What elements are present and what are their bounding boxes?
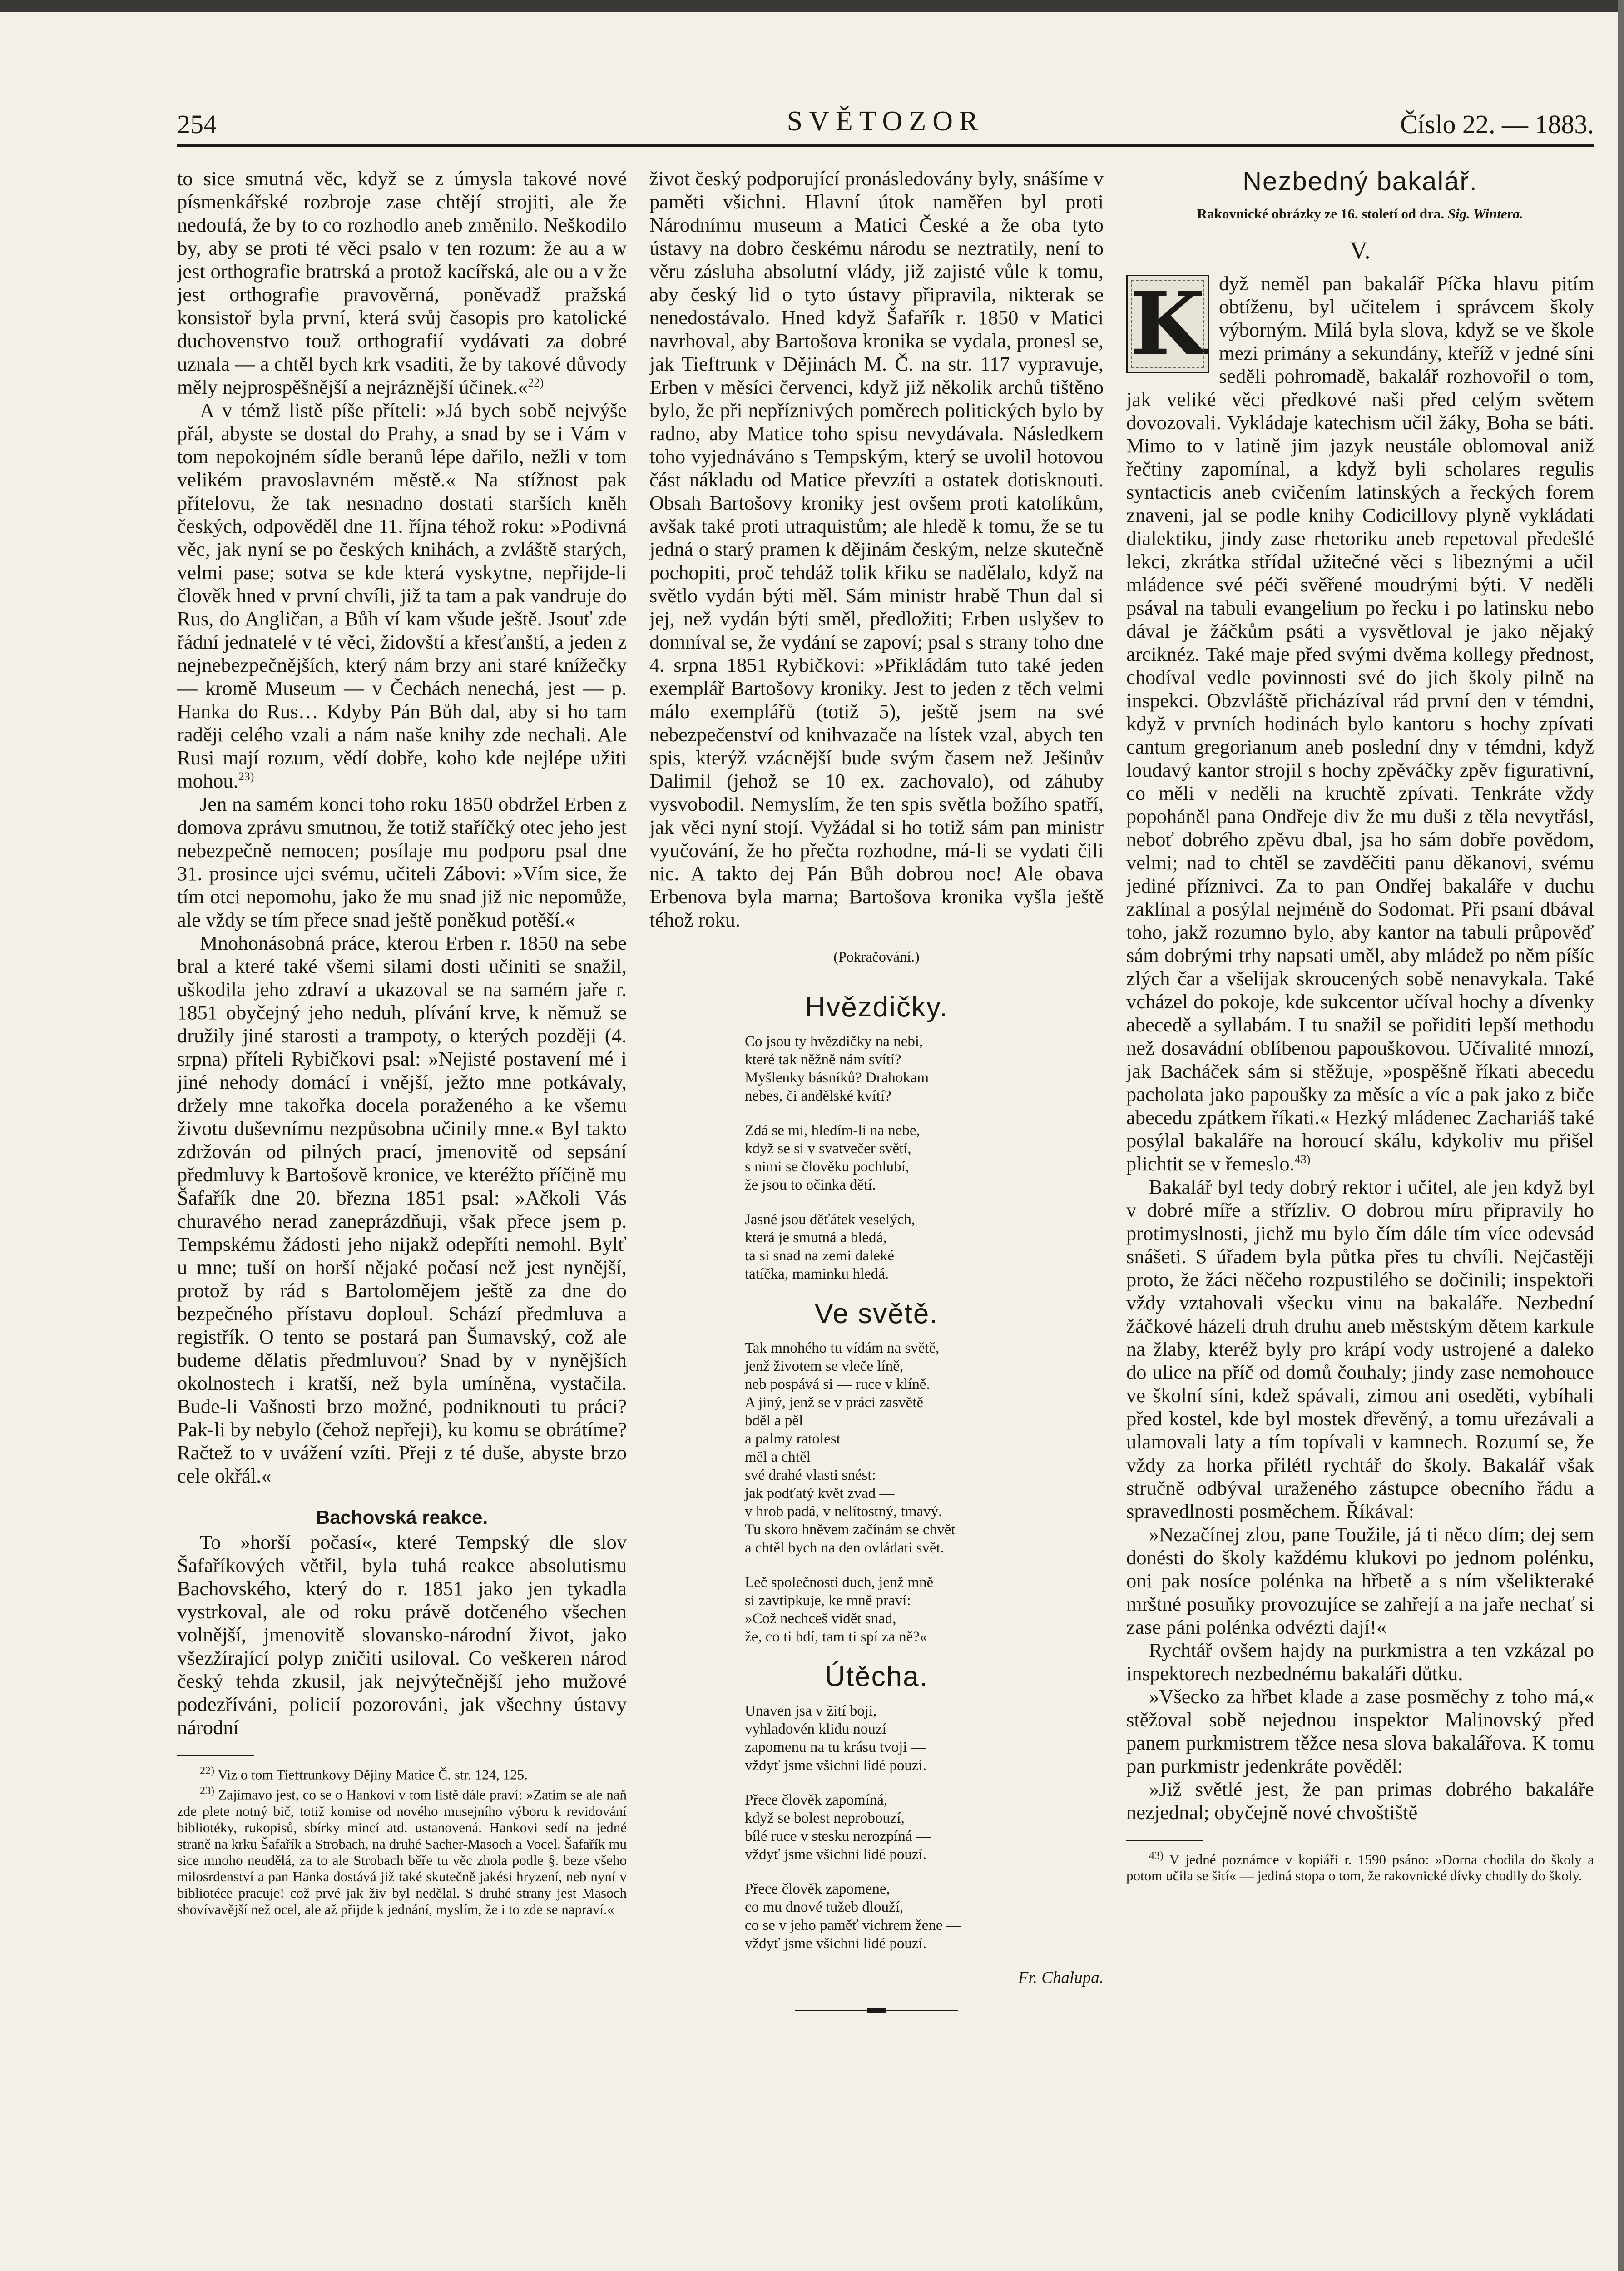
article-paragraph: »Nezačínej zlou, pane Toužile, já ti něco dím; dej sem donésti do školy každému klukovi po jednom polénku, oni pak nosíce polénka na hřbetě a s ním všelikteraké mrštné posuňky provozujíce se zahřejí a na jaře nechať si zase páni polénka odvézti dají!« [1126,1523,1594,1638]
article-paragraph: Rychtář ovšem hajdy na purkmistra a ten vzkázal po inspektorech nezbednému bakaláři důtku. [1126,1639,1594,1685]
article-paragraph: To »horší počasí«, které Tempský dle slov Šafaříkových větřil, byla tuhá reakce absolutismu Bachovského, který do r. 1851 jako jen tykadla vystrkoval, ale od roku právě dotčeného všechen volnější, jmenovitě slovansko-národní život, jako všezžírající polyp zničiti usiloval. Co veškeren národ český tehda zkusil, jak nejvýtečnější jeho mužové podezříváni, policií pozorováni, jak všechny ústavy národní [177,1531,627,1739]
poem-line: Myšlenky básníků? Drahokam [745,1070,929,1086]
article-paragraph: »Již světlé jest, že pan primas dobrého bakaláře nezjednal; obyčejně nové chvoštiště [1126,1778,1594,1824]
scan-right-edge [1618,0,1624,2271]
poem-body [745,1339,1104,1646]
article-paragraph: to sice smutná věc, když se z úmysla takové nové písmenkářské rozbroje zase chtějí strojiti, ale že nedoufá, že by to co rozhodlo aneb změnilo. Neškodilo by, aby se proti té věci psalo v ten rozum: že au a w jest orthografie bratrská a protož kacířská, ale ou a v že jest orthografie pravověrná, poněvadž pražská konsistoř byla první, která svůj časopis pro katolické duchovenstvo touž orthografií vydávati za dobré uznala — a chtěl bych krk vsaditi, že by takové důvody měly nejprospěšnější a nejráznější účinek.«$^{22)}$ [177,167,627,398]
poem-line: bděl a pěl [745,1413,803,1429]
poem-stanza [745,1210,1104,1283]
story-subtitle: Rakovnické obrázky ze 16. století od dra. Sig. Wintera. [1197,206,1524,222]
poem-line: vždyť jsme všichni lidé pouzí. [745,1846,926,1863]
poem-line: vždyť jsme všichni lidé pouzí. [745,1757,926,1774]
poem-line: Zdá se mi, hledím-li na nebe, [745,1122,920,1139]
poem-line: vyhladovén klidu nouzí [745,1721,886,1737]
poem-line: Unaven jsa v žití boji, [745,1703,877,1719]
poem-line: A jiný, jenž se v práci zasvětě [745,1394,924,1411]
poem-line: která je smutná a bledá, [745,1230,887,1246]
article-paragraph: Mnohonásobná práce, kterou Erben r. 1850 na sebe bral a které také všemi silami dosti učiniti se snažil, uškodila jeho zdraví a ukazoval se na samém jaře r. 1851 obyčejný jeho neduh, plívání krve, k němuž se družily jiné starosti a trampoty, o kterých později (4. srpna) příteli Rybičkovi psal: »Nejisté postavení mé i jiné nehody domácí i vnější, ježto mne potkávaly, držely mne takořka docela poraženého a ke všemu životu duševnímu nezpůsobna učinily mne.« Byl takto zdržován od pilných prací, jmenovitě od sepsání předmluvy k Bartošově kronice, ve kteréžto příčině mu Šafařík dne 20. března 1851 psal: »Ačkoli Vás churavého nerad zaneprázdňuji, však přece jsem p. Tempskému žádosti jeho nijakž odepříti nemohl. Bylť u mne; tuší on horší nějaké počasí než jest nynější, protož by rád s Bartolomějem ještě za dne do bezpečného přístavu doploul. Schází předmluva a registřík. O tento se postará pan Šumavský, což ale budeme dělatis předmluvou? Snad by v nynějších okolnostech i kratší, než byla umíněna, vystačila. Bude-li Vašnosti brzo možné, podniknouti tu práci? Pak-li by nebylo (čehož nepřeji), ku komu se obrátíme? Račtež to v uvážení vzíti. Přeji z té duše, abyste brzo cele okřál.« [177,932,627,1487]
poem-line: zapomenu na tu krásu tvoji — [745,1739,926,1755]
continued-note: (Pokračování.) [833,948,920,965]
poem-line: bílé ruce v stesku nerozpíná — [745,1828,931,1845]
poem-line: které tak něžně nám svítí? [745,1051,901,1068]
poem-line: Tu skoro hněvem začínám se chvět [745,1522,956,1538]
poem-line: nebes, či andělské kvítí? [745,1088,891,1104]
article-paragraph: K dyž neměl pan bakalář Píčka hlavu pitím obtíženu, byl učitelem i správcem školy výborným. Milá byla slova, když se ve škole mezi primány a sekundány, kteříž v jedné síni seděli pohromadě, bakalář rozhovořil o tom, jak veliké věci předkové naši před celým světem dovozovali. Vykládaje katechism učil žáky, Boha se báti. Mimo to v latině jim jazyk neustále oblomoval aniž řečtiny zapomínal, a když byli scholares regulis syntacticis aneb cvičením latinských a řeckých forem znaveni, jal se podle knihy Codicillovy plyně vykládati dialektiku, jindy zase rhetoriku aneb repetoval předešlé lekci, zkrátka střídal užitečné věci s libeznými a učil mládence své péči svěřené moudrými býti. V neděli psával na tabuli evangelium po řecku i po latinsku nebo dával je žáčkům psáti a vysvětloval je jako nějaký arciknéz. Také maje před svými dvěma kollegy přednost, chodíval vedle povinnosti své do jich školy pilně na inspekci. Obzvláště přicházíval rád první den v témdni, když v prvních hodinách bylo kantoru s hochy zpívati cantum gregorianum aneb poslední dny v témdni, když loudavý kantor strojil s hochy zpěváčky zpěv figurativní, co měli v neděli na kruchtě zpívati. Tenkráte vždy popoháněl pana Ondřeje div že mu duši z těla nevytřásl, neboť dobrého zpěvu dbal, jsa ho sám dobře povědom, velmi; nad to chtěl se zavděčiti panu děkanovi, svému jediné příznivci. Za to pan Ondřej bakaláře v duchu zaklínal a posýlal nejméně do Sodomat. Při psaní dbával toho, jakž rozumno bylo, aby kantor na tabuli průpověď sám dobrými trhy napsati uměl, aby mládež po něm píšíc zlých čar a všelijak skroucených sobě nenavykala. Také vcházel do pokoje, kde sukcentor učíval hochy a dívenky abecedě a syllabám. I tu snažil se pořiditi lepší methodu než dosavádní oblíbenou papouškovou. Učívalité mnozí, jak Bacháček sám si stěžuje, »pospěšně říkati abecedu pacholata jako papoušky za měsíc a víc a pak jako z biče abecedu zpátkem říkati.« Hezký mládenec Zachariáš také posýlal bakaláře na horoucí skálu, kdykoliv mu přišel plichtit se v řemeslo.$^{43)}$ [1126,272,1594,1175]
poem-title: Útěcha. [825,1661,928,1692]
poem-title: Hvězdičky. [805,992,948,1023]
footnote-divider [1126,1840,1203,1841]
poem-line: své drahé vlasti snést: [745,1467,876,1483]
page-number: 254 [177,109,217,139]
poem-line: a palmy ratolest [745,1431,841,1447]
poem-author: Fr. Chalupa. [1018,1969,1104,1987]
poem-line: co mu dnové tužeb dlouží, [745,1899,904,1915]
header-rule [177,144,1594,147]
page-header [177,105,1594,142]
poem-line: Přece člověk zapomíná, [745,1792,888,1808]
masthead-title: SVĚTOZOR [787,106,985,137]
poem-stanza [745,1121,1104,1194]
footnote: $^{23)}$ Zajímavo jest, co se o Hankovi v tom listě dále praví: »Zatím se ale naň zde plete notný bič, totiž komise od nového musejního výboru k revidování bibliotéky, rukopisů, sbírky mincí atd. ustanovená. Hankovi sedí na jedné straně na krku Šafařík a Strobach, na druhé Sacher-Masoch a Vocel. Šafařík mu sice mnoho neudělá, za to ale Strobach běře tu věc zhola podle §. beze všeho milosrdenství a pan Hanka dostává již také skutečně jakési hryzení, neb nyní v bibliotéce pracuje! což prvé jak živ byl nedělal. S druhé strany jest Masoch shovívavější než ocel, ale až přijde k jednání, myslím, že i to zde se napraví.« [177,1785,627,1917]
article-paragraph: A v témž listě píše příteli: »Já bych sobě nejvýše přál, abyste se dostal do Prahy, a snad by se i Vám v tom nepokojném sídle beranů lépe dařilo, nežli v tom velikém pravoslavném městě.« Na stížnost pak přítelovu, že tak nesnadno dostati starších kněh českých, odpověděl dne 11. října téhož roku: »Podivná věc, jak nyní se po českých knihách, a zvláště starých, velmi pase; sotva se kde která vyskytne, nepřijde-li člověk hned v první chvíli, již ta tam a pak vandruje do Rus, do Angličan, a Bůh ví kam všude ještě. Jsouť zde řádní jednatelé v té věci, židovští a křesťanští, a jeden z nejnebezpečnějších, který nám brzy ani staré knížečky — kromě Museum — v Čechách nenechá, jest — p. Hanka do Rus… Kdyby Pán Bůh dal, aby si ho tam raději celého vzali a nám naše knihy zde nechali. Ale Rusi mají rozum, vědí dobře, koho kde nejlépe užiti mohou.$^{23)}$ [177,399,627,792]
drop-cap-initial: K [1126,275,1209,373]
poem-title: Ve světě. [814,1298,939,1329]
column-middle [649,167,1104,2234]
issue-number: Číslo 22. — 1883. [1400,109,1594,139]
poem-stanza [745,1573,1104,1646]
poem-line: a chtěl bych na den ovládati svět. [745,1540,944,1556]
poem-line: jak podťatý květ zvad — [745,1485,895,1502]
article-paragraph: život český podporující pronásledovány byly, snášíme v paměti všichni. Hlavní útok naměřen byl proti Národnímu museum a Matici České a že oba tyto ústavy na dobro českému národu se neztratily, není to věru zásluha absolutní vlády, již zajisté vůle k tomu, aby český lid o tyto ústavy připravila, nikterak se nenedostávalo. Hned když Šafařík r. 1850 v Matici navrhoval, aby Bartošova kronika se vydala, pronesl se, jak Tieftrunk v Dějinách M. Č. na str. 117 vypravuje, Erben v měsíci červenci, když již několik archů tištěno bylo, že při nepříznivých poměrech politických bylo by radno, aby Matice toho spisu nevydávala. Následkem toho vyjednáváno s Tempským, který se uvolil hotovou část nákladu od Matice převzíti a ostatek dotisknouti. Obsah Bartošovy kroniky jest ovšem proti katolíkům, avšak také proti utraquistům; ale hledě k tomu, že se tu jedná o starý pramen k dějinám českým, nelze skutečně pochopiti, proč tehdáž tolik křiku se nadělalo, když na světlo vydán býti měl. Sám ministr hrabě Thun dal si jej, než vydán býti směl, předložiti; Erben uslyšev to domníval se, že vydání se zapoví; psal s strany toho dne 4. srpna 1851 Rybičkovi: »Přikládám tuto také jeden exemplář Bartošovy kroniky. Jest to jeden z těch velmi málo exemplářů (totiž 5), ještě jsem na své nebezpečenství od knihvazače na lístek vzal, abych ten spis, kterýž vzácnější bude svým časem než Ješinův Dalimil (jehož se 10 ex. zachovalo), od záhuby vysvobodil. Nemyslím, že ten spis světla božího spatří, jak věci nyní stojí. Vyžádal si ho totiž sám pan ministr vyučování, že ho přečta rozhodne, má-li se vydati čili nic. A takto dej Pán Bůh dobrou noc! Ale obava Erbenova byla marna; Bartošova kronika vyšla ještě téhož roku. [649,167,1104,931]
article-paragraph: Bakalář byl tedy dobrý rektor i učitel, ale jen když byl v dobré míře a střízliv. O dobrou míru připravily ho protimyslnosti, jichž mu bylo čím dále tím více odevsád snášeti. S úřadem byla půtka přes tu chvíli. Nejčastěji proto, že žáci něčeho rozpustilého se dočinili; inspektoři vždy vztahovali všecku vinu na bakaláře. Nezbední žáčkové házeli druh druhu aneb městským dětem karkule na žlaby, kteréž byly pro krápí vody ustrojené a daleko do ulice na příč od domů čouhaly; jindy zase nemohouce ve školní síni, kdež spávali, zimou ani oseděti, vybíhali před kostel, kde byl mostek dřevěný, a tomu uřezávali a ulamovali laty a tím topívali v kamnech. Rozumí se, že vždy za horka přilétl rychtář do školy. Bakalář však stručně odbýval uraženého zástupce obecního řádu a spravedlnosti posměchem. Říkával: [1126,1175,1594,1522]
column-right [1126,167,1594,2211]
poem-line: s nimi se člověku pochlubí, [745,1159,910,1175]
poem-line: Přece člověk zapomene, [745,1881,890,1897]
poem-line: si zavtipkuje, ke mně praví: [745,1592,911,1609]
footnote: $^{22)}$ Viz o tom Tieftrunkovy Dějiny Matice Č. str. 124, 125. [200,1765,528,1783]
story-title: Nezbedný bakalář. [1243,167,1478,196]
poem-line: vždyť jsme všichni lidé pouzí. [745,1935,926,1952]
poem-body [745,1702,1104,1987]
poem-stanza [745,1880,1104,1953]
poem-line: Jasné jsou děťátek veselých, [745,1211,916,1228]
poem-line: měl a chtěl [745,1449,811,1465]
column-left [177,167,627,2166]
poem-line: jenž životem se vleče líně, [745,1358,904,1374]
poem-line: ta si snad na zemi daleké [745,1248,894,1264]
poem-line: že jsou to očinka dětí. [745,1177,876,1193]
chapter-number: V. [1350,237,1371,264]
poem-line: když se si v svatvečer světí, [745,1140,911,1157]
poem-line: tatíčka, maminku hledá. [745,1266,889,1282]
poem-line: Tak mnohého tu vídám na světě, [745,1340,940,1356]
footnote-ref[interactable]: 23) [238,770,254,783]
poem-line: v hrob padá, v nelítostný, tmavý. [745,1503,942,1520]
poem-line: Co jsou ty hvězdičky na nebi, [745,1033,923,1050]
poem-stanza [745,1702,1104,1775]
section-heading: Bachovská reakce. [316,1507,488,1528]
poem-body [745,1032,1104,1283]
poem-stanza [745,1339,1104,1557]
poem-stanza [745,1032,1104,1105]
article-paragraph: »Všecko za hřbet klade a zase posměchy z toho má,« stěžoval sobě nejednou inspektor Malinovský před panem purkmistrem těžce nesa slova bakalářova. K tomu pan purkmistr jedenkráte pověděl: [1126,1685,1594,1777]
scan-top-edge [0,0,1624,12]
footnote: $^{43)}$ V jedné poznámce v kopiáři r. 1590 psáno: »Dorna chodila do školy a potom učila se šití« — jediná stopa o tom, že rakovnické dívky chodily do školy. [1126,1850,1594,1884]
poem-stanza [745,1791,1104,1864]
poem-line: Leč společnosti duch, jenž mně [745,1574,934,1591]
article-paragraph: Jen na samém konci toho roku 1850 obdržel Erben z domova zprávu smutnou, že totiž staříčký otec jeho jest nebezpečně nemocen; posílaje mu podporu psal dne 31. prosince ujci svému, učiteli Zábovi: »Vím sice, že tím otci nepomohu, jako že mu snad již nic nepomůže, ale vždy se tím přece snad ještě poněkud potěší.« [177,793,627,931]
poem-line: »Což nechceš vidět snad, [745,1611,896,1627]
poem-line: že, co ti bdí, tam ti spí za ně?« [745,1629,927,1645]
poem-line: neb pospává si — ruce v klíně. [745,1376,930,1393]
footnote-ref[interactable]: 22) [528,376,544,390]
poem-line: když se bolest neprobouzí, [745,1810,905,1826]
footnote-divider [177,1755,254,1756]
end-ornament [795,2008,958,2013]
poem-line: co se v jeho paměť vichrem žene — [745,1917,961,1934]
footnote-ref[interactable]: 43) [1294,1153,1311,1166]
